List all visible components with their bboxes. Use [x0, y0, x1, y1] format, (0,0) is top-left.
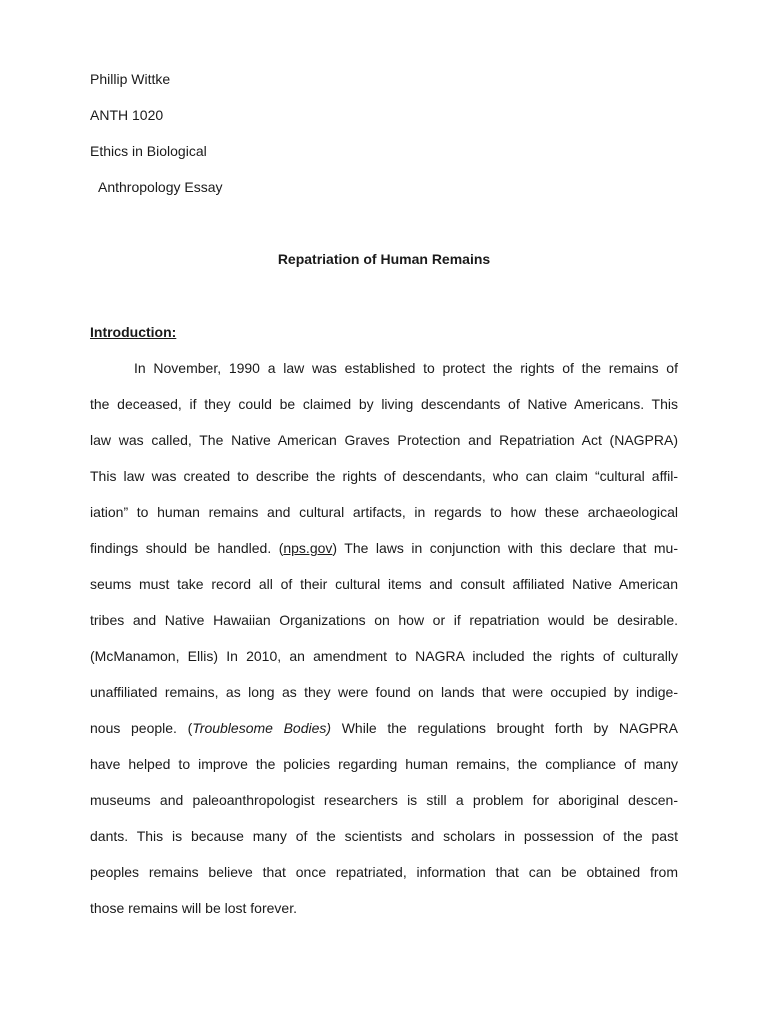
- line-text: While the regulations brought forth by NAGPRA: [331, 720, 679, 736]
- citation-italic: Troublesome Bodies): [192, 720, 332, 736]
- paragraph-line: [90, 719, 678, 737]
- course-code: ANTH 1020: [90, 107, 164, 123]
- paragraph-line: law was called, The Native American Graves Protection and Repatriation Act (NAGPRA): [90, 432, 678, 448]
- paragraph-line: museums and paleoanthropologist researchers is still a problem for aboriginal descen-: [90, 792, 678, 808]
- paragraph-line: In November, 1990 a law was established to protect the rights of the remains of: [134, 360, 678, 376]
- line-text: nous people. (: [90, 720, 193, 736]
- paragraph-line: (McManamon, Ellis) In 2010, an amendment to NAGRA included the rights of culturally: [90, 648, 678, 664]
- section-heading: Introduction:: [90, 324, 177, 340]
- paragraph-line: those remains will be lost forever.: [90, 900, 297, 916]
- assignment-title-line2: Anthropology Essay: [98, 179, 223, 195]
- line-text: findings should be handled. (: [90, 540, 284, 556]
- nps-gov-link[interactable]: nps.gov: [283, 540, 333, 556]
- paragraph-line: iation” to human remains and cultural artifacts, in regards to how these archaeological: [90, 504, 678, 520]
- paragraph-line: dants. This is because many of the scientists and scholars in possession of the past: [90, 828, 678, 844]
- line-text: ) The laws in conjunction with this declare that mu-: [332, 540, 678, 556]
- paragraph-line: peoples remains believe that once repatriated, information that can be obtained from: [90, 864, 678, 880]
- paragraph-line: seums must take record all of their cultural items and consult affiliated Native American: [90, 576, 678, 592]
- paragraph-line: unaffiliated remains, as long as they were found on lands that were occupied by indige-: [90, 684, 678, 700]
- paragraph-line: [90, 539, 678, 557]
- paragraph-line: the deceased, if they could be claimed by living descendants of Native Americans. This: [90, 396, 678, 412]
- author-name: Phillip Wittke: [90, 71, 171, 87]
- paragraph-line: have helped to improve the policies regarding human remains, the compliance of many: [90, 756, 678, 772]
- paragraph-line: This law was created to describe the rights of descendants, who can claim “cultural affil-: [90, 468, 678, 484]
- assignment-title-line1: Ethics in Biological: [90, 143, 207, 159]
- paragraph-line: tribes and Native Hawaiian Organizations on how or if repatriation would be desirable.: [90, 612, 678, 628]
- essay-title: Repatriation of Human Remains: [277, 251, 491, 267]
